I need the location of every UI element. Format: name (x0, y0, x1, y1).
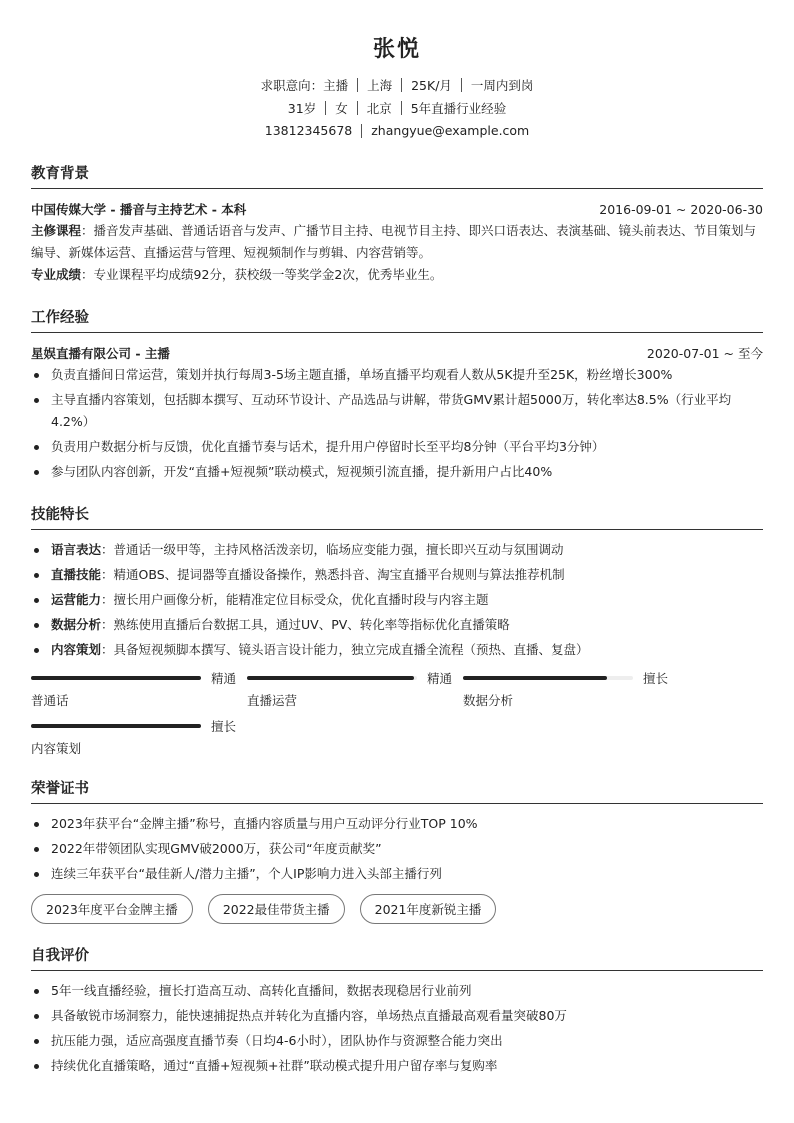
list-item (31, 639, 763, 661)
courses-label: 主修课程 (31, 223, 82, 238)
list-item: 5年一线直播经验，擅长打造高互动、高转化直播间，数据表现稳居行业前列 (31, 980, 763, 1002)
expected-salary: 25K/月 (411, 77, 452, 93)
courses-paragraph (31, 220, 763, 264)
skill-level: 精通 (426, 671, 452, 686)
skill-label: 数据分析 (51, 617, 102, 632)
skills-list (31, 539, 763, 661)
list-item (31, 614, 763, 636)
skill-name: 普通话 (31, 693, 69, 708)
experience-years: 5年直播行业经验 (410, 100, 507, 116)
education-section (31, 162, 763, 286)
grades-text: ：专业课程平均成绩92分，获校级一等奖学金2次，优秀毕业生。 (81, 267, 443, 282)
school-line: 中国传媒大学 - 播音与主持艺术 - 本科 (31, 202, 247, 217)
skill-text: ：精通OBS、提词器等直播设备操作，熟悉抖音、淘宝直播平台规则与算法推荐机制 (101, 567, 565, 582)
courses-text: ：播音发声基础、普通话语音与发声、广播节目主持、电视节目主持、即兴口语表达、表演基础、镜头前表达、节目策划与编导、新媒体运营、直播运营与管理、短视频制作与剪辑、内容营销等。 (31, 223, 757, 260)
skill-bar-item (463, 669, 668, 709)
skills-section (31, 503, 763, 757)
job-intent: 求职意向：主播 (260, 77, 349, 93)
list-item (31, 589, 763, 611)
intent-city: 上海 (367, 77, 393, 93)
skills-title: 技能特长 (31, 503, 763, 530)
contact-line (31, 119, 763, 142)
list-item: 2022年带领团队实现GMV破2000万，获公司“年度贡献奖” (31, 838, 763, 860)
availability: 一周内到岗 (470, 77, 534, 93)
phone: 13812345678 (264, 123, 353, 138)
list-item: 持续优化直播策略，通过“直播+短视频+社群”联动模式提升用户留存率与复购率 (31, 1055, 763, 1077)
work-entry-head (31, 342, 763, 364)
skill-text: ：熟练使用直播后台数据工具，通过UV、PV、转化率等指标优化直播策略 (101, 617, 510, 632)
skill-text: ：普通话一级甲等，主持风格活泼亲切，临场应变能力强，擅长即兴互动与氛围调动 (101, 542, 564, 557)
list-item: 抗压能力强，适应高强度直播节奏（日均4-6小时），团队协作与资源整合能力突出 (31, 1030, 763, 1052)
skill-bar-item (31, 717, 236, 757)
list-item: 具备敏锐市场洞察力，能快速捕捉热点并转化为直播内容，单场热点直播最高观看量突破80万 (31, 1005, 763, 1027)
education-date: 2016-09-01 ~ 2020-06-30 (599, 201, 763, 217)
work-date: 2020-07-01 ~ 至今 (646, 346, 763, 361)
list-item: 负责用户数据分析与反馈，优化直播节奏与话术，提升用户停留时长至平均8分钟（平台平均3分钟） (31, 436, 763, 458)
list-item (31, 539, 763, 561)
honors-list (31, 813, 763, 885)
skill-label: 内容策划 (51, 642, 102, 657)
self-eval-list (31, 980, 763, 1077)
skill-level: 精通 (210, 671, 236, 686)
honors-section (31, 777, 763, 924)
honor-tags (31, 894, 763, 924)
grades-paragraph (31, 264, 763, 286)
skill-label: 运营能力 (51, 592, 102, 607)
work-section (31, 306, 763, 483)
list-item: 负责直播间日常运营，策划并执行每周3-5场主题直播，单场直播平均观看人数从5K提升至25K，粉丝增长300% (31, 364, 763, 386)
skill-level-bar (31, 724, 201, 728)
skill-name: 数据分析 (463, 693, 514, 708)
skill-label: 语言表达 (51, 542, 102, 557)
email: zhangyue@example.com (371, 123, 530, 138)
list-item: 主导直播内容策划，包括脚本撰写、互动环节设计、产品选品与讲解，带货GMV累计超5000万，转化率达8.5%（行业平均4.2%） (31, 389, 763, 433)
resume-header (31, 32, 763, 142)
candidate-name: 张悦 (372, 37, 421, 62)
list-item: 连续三年获平台“最佳新人/潜力主播”，个人IP影响力进入头部主播行列 (31, 863, 763, 885)
skill-bar-item (247, 669, 452, 709)
skill-name: 内容策划 (31, 741, 82, 756)
skill-level-bar (247, 676, 417, 680)
skill-name: 直播运营 (247, 693, 298, 708)
list-item: 2023年获平台“金牌主播”称号，直播内容质量与用户互动评分行业TOP 10% (31, 813, 763, 835)
skill-label: 直播技能 (51, 567, 102, 582)
honor-tag: 2021年度新锐主播 (360, 894, 497, 924)
honor-tag: 2023年度平台金牌主播 (31, 894, 193, 924)
skill-level: 擅长 (642, 671, 668, 686)
education-entry-head (31, 198, 763, 220)
self-eval-section (31, 944, 763, 1077)
skill-bar-item (31, 669, 236, 709)
company-line: 星娱直播有限公司 - 主播 (31, 346, 170, 361)
list-item: 参与团队内容创新，开发“直播+短视频”联动模式，短视频引流直播，提升新用户占比40% (31, 461, 763, 483)
honor-tag: 2022最佳带货主播 (208, 894, 345, 924)
skill-level: 擅长 (210, 719, 236, 734)
self-eval-title: 自我评价 (31, 944, 763, 971)
honors-title: 荣誉证书 (31, 777, 763, 804)
education-title: 教育背景 (31, 162, 763, 189)
gender: 女 (335, 100, 348, 116)
work-title: 工作经验 (31, 306, 763, 333)
location: 北京 (366, 100, 392, 116)
skill-text: ：擅长用户画像分析，能精准定位目标受众，优化直播时段与内容主题 (101, 592, 489, 607)
grades-label: 专业成绩 (31, 267, 82, 282)
skill-bars (31, 669, 763, 757)
work-list (31, 364, 763, 483)
job-intent-line (31, 73, 763, 96)
list-item (31, 564, 763, 586)
skill-text: ：具备短视频脚本撰写、镜头语言设计能力，独立完成直播全流程（预热、直播、复盘） (101, 642, 589, 657)
personal-info-line (31, 96, 763, 119)
age: 31岁 (287, 100, 317, 116)
skill-level-bar (31, 676, 201, 680)
skill-level-bar (463, 676, 633, 680)
